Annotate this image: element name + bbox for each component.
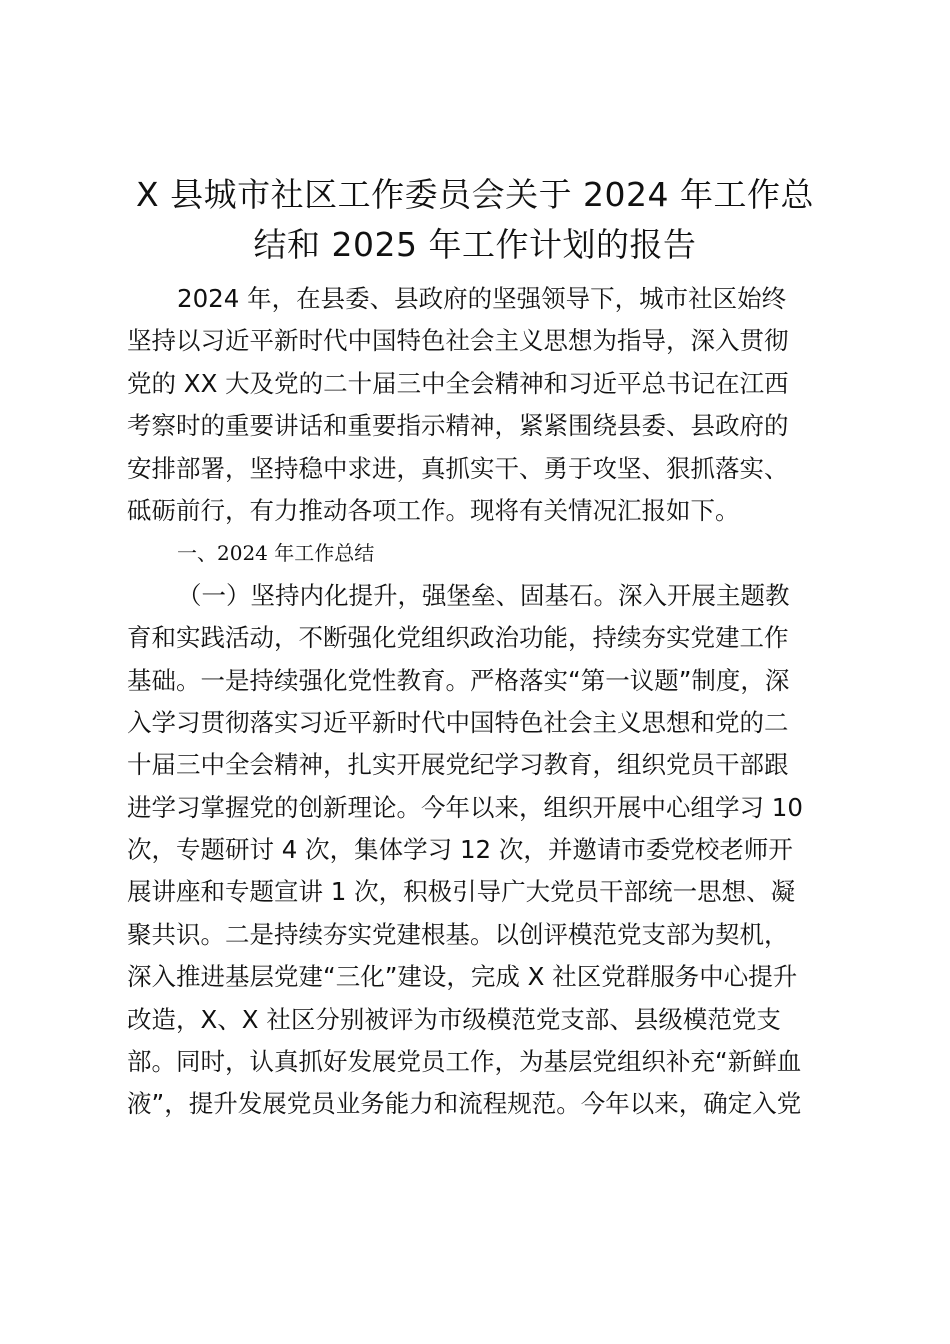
paragraph-line: 入学习贯彻落实习近平新时代中国特色社会主义思想和党的二 [127, 707, 789, 737]
paragraph-line: 十届三中全会精神，扎实开展党纪学习教育，组织党员干部跟 [127, 750, 789, 780]
document-title [110, 170, 840, 270]
paragraph-line: 液”，提升发展党员业务能力和流程规范。今年以来，确定入党 [127, 1089, 802, 1119]
paragraph-line: 育和实践活动，不断强化党组织政治功能，持续夯实党建工作 [127, 623, 789, 653]
paragraph-line: 次，专题研讨 4 次，集体学习 12 次，并邀请市委党校老师开 [127, 835, 793, 865]
paragraph-line: 部。同时，认真抓好发展党员工作，为基层党组织补充“新鲜血 [127, 1047, 802, 1077]
paragraph-line: 坚持以习近平新时代中国特色社会主义思想为指导，深入贯彻 [127, 326, 789, 356]
paragraph-line: 砥砺前行，有力推动各项工作。现将有关情况汇报如下。 [127, 495, 740, 525]
paragraph-line: 2024 年，在县委、县政府的坚强领导下，城市社区始终 [177, 284, 787, 313]
title-line: 结和 2025 年工作计划的报告 [253, 225, 697, 264]
paragraph-line: 改造，X、X 社区分别被评为市级模范党支部、县级模范党支 [127, 1004, 781, 1034]
paragraph-line: 展讲座和专题宣讲 1 次，积极引导广大党员干部统一思想、凝 [127, 877, 796, 907]
paragraph-line: 进学习掌握党的创新理论。今年以来，组织开展中心组学习 10 [127, 792, 803, 822]
paragraph-line: 深入推进基层党建“三化”建设，完成 X 社区党群服务中心提升 [127, 962, 798, 992]
paragraph-line: 安排部署，坚持稳中求进，真抓实干、勇于攻坚、狠抓落实、 [127, 453, 789, 483]
paragraph-line: 聚共识。二是持续夯实党建根基。以创评模范党支部为契机， [127, 919, 789, 949]
paragraph-line: 考察时的重要讲话和重要指示精神，紧紧围绕县委、县政府的 [127, 411, 789, 441]
paragraph-line: （一）坚持内化提升，强堡垒、固基石。深入开展主题教 [177, 580, 790, 610]
title-line: X 县城市社区工作委员会关于 2024 年工作总 [135, 175, 815, 214]
paragraph-line: 基础。一是持续强化党性教育。严格落实“第一议题”制度，深 [127, 665, 790, 695]
paragraph-line: 党的 XX 大及党的二十届三中全会精神和习近平总书记在江西 [127, 368, 789, 398]
document-body [127, 278, 837, 1126]
section-heading: 一、2024 年工作总结 [177, 541, 375, 566]
